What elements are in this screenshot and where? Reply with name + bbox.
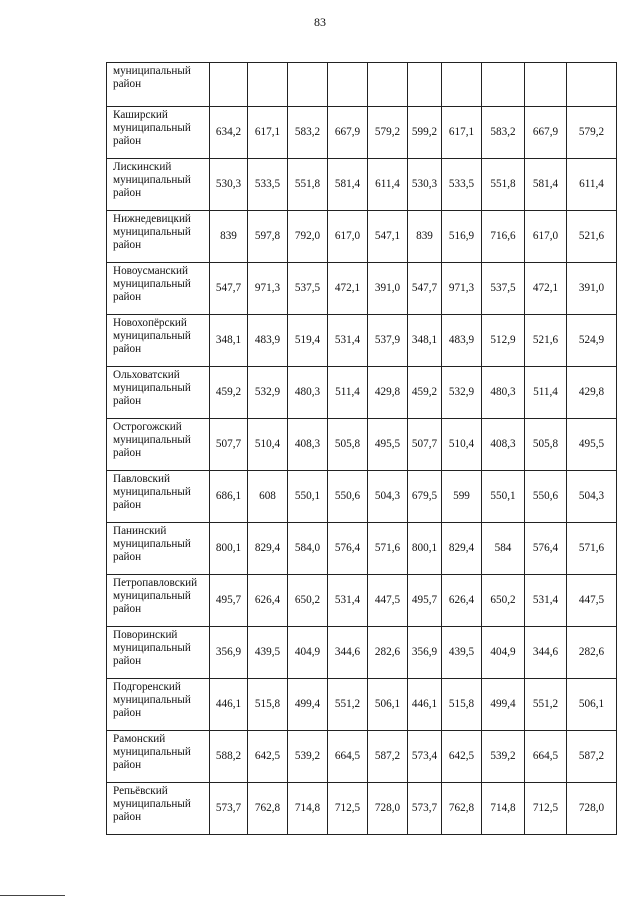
district-name-line: район: [113, 291, 142, 303]
district-name-line: Подгоренский: [113, 681, 181, 693]
value-cell: 480,3: [482, 367, 525, 419]
value-cell: 510,4: [442, 419, 482, 471]
value-cell: 716,6: [482, 211, 525, 263]
value-cell: 650,2: [288, 575, 328, 627]
district-name-line: муниципальный: [113, 538, 191, 550]
value-cell: 728,0: [567, 783, 617, 835]
value-cell: 504,3: [368, 471, 408, 523]
district-name-cell: [107, 211, 210, 263]
value-cell: 495,7: [408, 575, 442, 627]
district-name-line: Репьёвский: [113, 785, 168, 797]
value-cell: 626,4: [248, 575, 288, 627]
district-name-line: Поворинский: [113, 629, 178, 641]
district-name-line: муниципальный: [113, 278, 191, 290]
value-cell: [408, 63, 442, 107]
value-cell: 714,8: [482, 783, 525, 835]
district-name-line: муниципальный: [113, 65, 191, 77]
value-cell: 533,5: [248, 159, 288, 211]
value-cell: 608: [248, 471, 288, 523]
value-cell: 404,9: [288, 627, 328, 679]
district-name-line: Павловский: [113, 473, 170, 485]
district-name-line: муниципальный: [113, 330, 191, 342]
value-cell: 532,9: [442, 367, 482, 419]
value-cell: 531,4: [525, 575, 567, 627]
table-row: [107, 783, 617, 835]
value-cell: 634,2: [210, 107, 248, 159]
value-cell: 505,8: [525, 419, 567, 471]
value-cell: 495,5: [368, 419, 408, 471]
value-cell: 551,2: [525, 679, 567, 731]
table-row: [107, 159, 617, 211]
value-cell: 344,6: [525, 627, 567, 679]
district-name-line: район: [113, 655, 142, 667]
table-row: [107, 63, 617, 107]
district-name-line: район: [113, 811, 142, 823]
data-table: [106, 62, 617, 835]
value-cell: 429,8: [368, 367, 408, 419]
table-row: [107, 315, 617, 367]
value-cell: 531,4: [328, 315, 368, 367]
value-cell: 588,2: [210, 731, 248, 783]
value-cell: 506,1: [567, 679, 617, 731]
district-name-line: район: [113, 343, 142, 355]
value-cell: 587,2: [567, 731, 617, 783]
value-cell: [288, 63, 328, 107]
district-name-line: Петропавловский: [113, 577, 198, 589]
district-name-line: муниципальный: [113, 590, 191, 602]
value-cell: 459,2: [210, 367, 248, 419]
table-row: [107, 211, 617, 263]
district-name-line: Новохопёрский: [113, 317, 187, 329]
value-cell: 971,3: [248, 263, 288, 315]
value-cell: 579,2: [368, 107, 408, 159]
district-name-line: район: [113, 603, 142, 615]
value-cell: 597,8: [248, 211, 288, 263]
value-cell: 516,9: [442, 211, 482, 263]
value-cell: 495,7: [210, 575, 248, 627]
value-cell: 472,1: [328, 263, 368, 315]
value-cell: 583,2: [288, 107, 328, 159]
value-cell: [482, 63, 525, 107]
value-cell: 483,9: [248, 315, 288, 367]
district-name-cell: [107, 523, 210, 575]
value-cell: 792,0: [288, 211, 328, 263]
value-cell: 576,4: [328, 523, 368, 575]
value-cell: 583,2: [482, 107, 525, 159]
value-cell: 408,3: [288, 419, 328, 471]
value-cell: 762,8: [442, 783, 482, 835]
value-cell: 547,1: [368, 211, 408, 263]
value-cell: 712,5: [525, 783, 567, 835]
value-cell: 550,6: [525, 471, 567, 523]
value-cell: 587,2: [368, 731, 408, 783]
district-name-line: Острогожский: [113, 421, 182, 433]
value-cell: 537,9: [368, 315, 408, 367]
value-cell: 282,6: [567, 627, 617, 679]
value-cell: 712,5: [328, 783, 368, 835]
value-cell: 524,9: [567, 315, 617, 367]
value-cell: 532,9: [248, 367, 288, 419]
table-row: [107, 575, 617, 627]
district-name-line: район: [113, 395, 142, 407]
value-cell: 667,9: [328, 107, 368, 159]
value-cell: 550,1: [288, 471, 328, 523]
district-name-line: Ольховатский: [113, 369, 180, 381]
value-cell: [442, 63, 482, 107]
district-name-line: район: [113, 447, 142, 459]
value-cell: 839: [210, 211, 248, 263]
value-cell: 573,4: [408, 731, 442, 783]
value-cell: 512,9: [482, 315, 525, 367]
district-name-line: Нижнедевицкий: [113, 213, 191, 225]
district-name-line: Новоусманский: [113, 265, 188, 277]
value-cell: 472,1: [525, 263, 567, 315]
value-cell: 391,0: [368, 263, 408, 315]
district-name-line: муниципальный: [113, 642, 191, 654]
value-cell: 839: [408, 211, 442, 263]
value-cell: 344,6: [328, 627, 368, 679]
value-cell: 664,5: [525, 731, 567, 783]
value-cell: [567, 63, 617, 107]
value-cell: 539,2: [482, 731, 525, 783]
value-cell: 576,4: [525, 523, 567, 575]
value-cell: 971,3: [442, 263, 482, 315]
value-cell: 626,4: [442, 575, 482, 627]
value-cell: 573,7: [210, 783, 248, 835]
value-cell: 642,5: [248, 731, 288, 783]
value-cell: 550,6: [328, 471, 368, 523]
district-name-cell: [107, 315, 210, 367]
value-cell: 571,6: [567, 523, 617, 575]
value-cell: 439,5: [248, 627, 288, 679]
value-cell: [525, 63, 567, 107]
value-cell: 581,4: [525, 159, 567, 211]
value-cell: 519,4: [288, 315, 328, 367]
district-name-line: район: [113, 759, 142, 771]
value-cell: 611,4: [368, 159, 408, 211]
value-cell: 480,3: [288, 367, 328, 419]
district-name-line: муниципальный: [113, 486, 191, 498]
table-body: [107, 63, 617, 835]
district-name-cell: [107, 263, 210, 315]
value-cell: 504,3: [567, 471, 617, 523]
district-name-line: муниципальный: [113, 122, 191, 134]
district-name-line: район: [113, 239, 142, 251]
value-cell: 829,4: [248, 523, 288, 575]
value-cell: [368, 63, 408, 107]
value-cell: 611,4: [567, 159, 617, 211]
value-cell: 507,7: [210, 419, 248, 471]
value-cell: 408,3: [482, 419, 525, 471]
value-cell: 714,8: [288, 783, 328, 835]
value-cell: 506,1: [368, 679, 408, 731]
district-name-line: Лискинский: [113, 161, 172, 173]
value-cell: 499,4: [288, 679, 328, 731]
table-row: [107, 731, 617, 783]
value-cell: 537,5: [288, 263, 328, 315]
district-name-line: район: [113, 551, 142, 563]
value-cell: 551,8: [288, 159, 328, 211]
value-cell: [328, 63, 368, 107]
district-name-line: район: [113, 499, 142, 511]
value-cell: 495,5: [567, 419, 617, 471]
district-name-line: район: [113, 78, 142, 90]
value-cell: 521,6: [525, 315, 567, 367]
value-cell: 447,5: [567, 575, 617, 627]
district-name-cell: [107, 63, 210, 107]
district-name-cell: [107, 367, 210, 419]
value-cell: 571,6: [368, 523, 408, 575]
value-cell: 679,5: [408, 471, 442, 523]
value-cell: 664,5: [328, 731, 368, 783]
district-name-line: муниципальный: [113, 174, 191, 186]
value-cell: 537,5: [482, 263, 525, 315]
value-cell: 617,1: [248, 107, 288, 159]
district-name-line: район: [113, 135, 142, 147]
district-name-line: муниципальный: [113, 226, 191, 238]
value-cell: 511,4: [525, 367, 567, 419]
value-cell: 547,7: [408, 263, 442, 315]
table-row: [107, 679, 617, 731]
value-cell: 356,9: [210, 627, 248, 679]
value-cell: 348,1: [408, 315, 442, 367]
district-name-line: муниципальный: [113, 434, 191, 446]
value-cell: 642,5: [442, 731, 482, 783]
value-cell: 459,2: [408, 367, 442, 419]
table-row: [107, 107, 617, 159]
district-name-line: район: [113, 187, 142, 199]
page-number: 83: [314, 15, 326, 29]
table-row: [107, 263, 617, 315]
value-cell: [248, 63, 288, 107]
value-cell: 667,9: [525, 107, 567, 159]
value-cell: 429,8: [567, 367, 617, 419]
value-cell: 551,8: [482, 159, 525, 211]
value-cell: 391,0: [567, 263, 617, 315]
value-cell: 510,4: [248, 419, 288, 471]
value-cell: 505,8: [328, 419, 368, 471]
value-cell: 521,6: [567, 211, 617, 263]
table-row: [107, 419, 617, 471]
value-cell: 530,3: [408, 159, 442, 211]
value-cell: 550,1: [482, 471, 525, 523]
value-cell: 551,2: [328, 679, 368, 731]
value-cell: 483,9: [442, 315, 482, 367]
value-cell: 348,1: [210, 315, 248, 367]
value-cell: 617,1: [442, 107, 482, 159]
district-name-cell: [107, 731, 210, 783]
value-cell: 584,0: [288, 523, 328, 575]
value-cell: 404,9: [482, 627, 525, 679]
value-cell: 539,2: [288, 731, 328, 783]
value-cell: 515,8: [442, 679, 482, 731]
value-cell: 599: [442, 471, 482, 523]
value-cell: 547,7: [210, 263, 248, 315]
value-cell: 533,5: [442, 159, 482, 211]
table-row: [107, 627, 617, 679]
value-cell: 762,8: [248, 783, 288, 835]
district-name-cell: [107, 419, 210, 471]
value-cell: 447,5: [368, 575, 408, 627]
district-name-cell: [107, 627, 210, 679]
value-cell: 573,7: [408, 783, 442, 835]
value-cell: 507,7: [408, 419, 442, 471]
value-cell: 728,0: [368, 783, 408, 835]
value-cell: 617,0: [525, 211, 567, 263]
value-cell: 579,2: [567, 107, 617, 159]
value-cell: 581,4: [328, 159, 368, 211]
district-name-line: муниципальный: [113, 746, 191, 758]
district-name-cell: [107, 575, 210, 627]
value-cell: 530,3: [210, 159, 248, 211]
value-cell: [210, 63, 248, 107]
district-name-cell: [107, 159, 210, 211]
district-name-line: Панинский: [113, 525, 167, 537]
district-name-cell: [107, 783, 210, 835]
value-cell: 515,8: [248, 679, 288, 731]
value-cell: 446,1: [210, 679, 248, 731]
district-name-line: Рамонский: [113, 733, 166, 745]
value-cell: 599,2: [408, 107, 442, 159]
value-cell: 800,1: [408, 523, 442, 575]
table-row: [107, 367, 617, 419]
district-name-line: муниципальный: [113, 694, 191, 706]
value-cell: 829,4: [442, 523, 482, 575]
district-name-line: муниципальный: [113, 798, 191, 810]
value-cell: 282,6: [368, 627, 408, 679]
value-cell: 531,4: [328, 575, 368, 627]
district-name-line: муниципальный: [113, 382, 191, 394]
value-cell: 584: [482, 523, 525, 575]
district-name-cell: [107, 471, 210, 523]
value-cell: 686,1: [210, 471, 248, 523]
table-row: [107, 471, 617, 523]
value-cell: 499,4: [482, 679, 525, 731]
district-name-line: Каширский: [113, 109, 168, 121]
value-cell: 446,1: [408, 679, 442, 731]
district-name-cell: [107, 679, 210, 731]
footnote-rule: [0, 895, 65, 896]
value-cell: 617,0: [328, 211, 368, 263]
table-row: [107, 523, 617, 575]
value-cell: 511,4: [328, 367, 368, 419]
value-cell: 650,2: [482, 575, 525, 627]
value-cell: 356,9: [408, 627, 442, 679]
value-cell: 800,1: [210, 523, 248, 575]
district-name-cell: [107, 107, 210, 159]
district-name-line: район: [113, 707, 142, 719]
value-cell: 439,5: [442, 627, 482, 679]
